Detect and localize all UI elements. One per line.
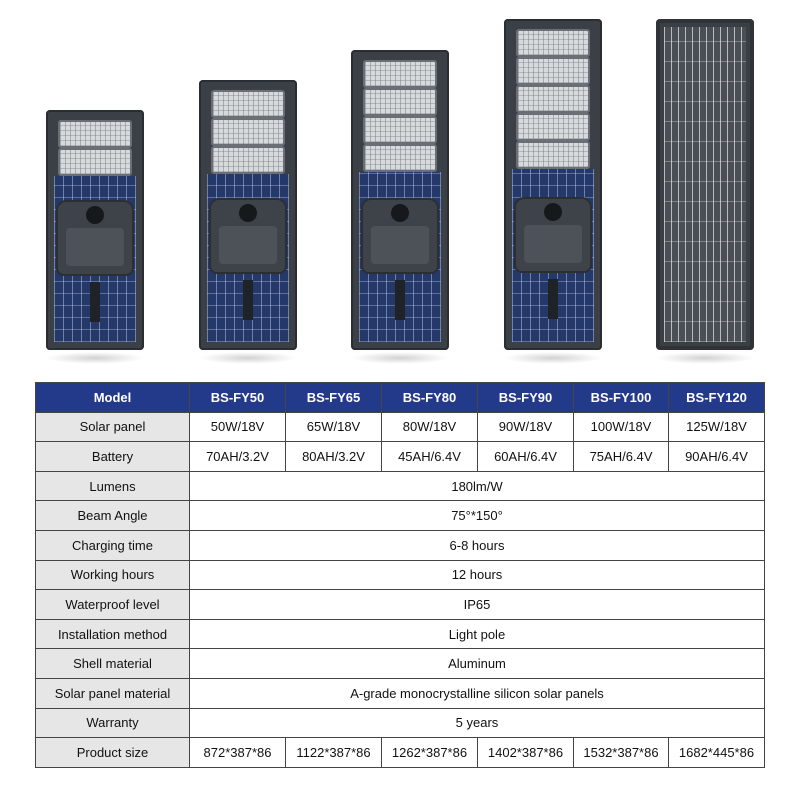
table-cell: 1262*387*86: [382, 738, 478, 768]
row-label: Solar panel material: [36, 678, 190, 708]
led-module: [516, 141, 590, 169]
header-bs-fy90: BS-FY90: [478, 383, 574, 413]
table-row-battery: [36, 442, 765, 472]
table-cell: 5 years: [190, 708, 765, 738]
product-image-bs-fy65: [199, 80, 297, 350]
table-cell: 75°*150°: [190, 501, 765, 531]
sensor-icon: [239, 204, 257, 222]
table-cell: 1122*387*86: [286, 738, 382, 768]
table-cell: 60AH/6.4V: [478, 442, 574, 472]
pole-arm: [243, 280, 253, 320]
header-bs-fy50: BS-FY50: [190, 383, 286, 413]
sensor-housing: [516, 199, 590, 271]
table-cell: 80AH/3.2V: [286, 442, 382, 472]
led-module: [363, 60, 437, 88]
table-cell: 1402*387*86: [478, 738, 574, 768]
table-row-solar-panel: [36, 412, 765, 442]
table-cell: 1682*445*86: [669, 738, 765, 768]
sensor-housing: [211, 200, 285, 272]
table-cell: Aluminum: [190, 649, 765, 679]
row-label: Charging time: [36, 530, 190, 560]
table-row-installation-method: [36, 619, 765, 649]
table-row-waterproof-level: [36, 590, 765, 620]
pole-arm: [395, 280, 405, 320]
table-cell: 80W/18V: [382, 412, 478, 442]
table-cell: 45AH/6.4V: [382, 442, 478, 472]
table-header-row: [36, 383, 765, 413]
table-row-charging-time: [36, 530, 765, 560]
sensor-housing: [363, 200, 437, 272]
led-module: [516, 57, 590, 85]
row-label: Shell material: [36, 649, 190, 679]
table-cell: 872*387*86: [190, 738, 286, 768]
led-module: [58, 120, 132, 148]
table-cell: 1532*387*86: [574, 738, 669, 768]
row-label: Installation method: [36, 619, 190, 649]
table-row-working-hours: [36, 560, 765, 590]
table-row-warranty: [36, 708, 765, 738]
table-cell: 12 hours: [190, 560, 765, 590]
sensor-icon: [391, 204, 409, 222]
header-bs-fy65: BS-FY65: [286, 383, 382, 413]
table-cell: 90W/18V: [478, 412, 574, 442]
product-image-bs-fy120: [656, 19, 754, 350]
product-image-bs-fy50: [46, 110, 144, 350]
sensor-icon: [544, 203, 562, 221]
led-module: [58, 148, 132, 176]
product-image-bs-fy80: [351, 50, 449, 350]
row-label: Beam Angle: [36, 501, 190, 531]
header-bs-fy120: BS-FY120: [669, 383, 765, 413]
product-image-bs-fy90: [504, 19, 602, 350]
pole-arm: [90, 282, 100, 322]
row-label: Warranty: [36, 708, 190, 738]
led-module: [211, 90, 285, 118]
led-module: [516, 113, 590, 141]
table-cell: IP65: [190, 590, 765, 620]
table-cell: 100W/18V: [574, 412, 669, 442]
led-module: [516, 85, 590, 113]
product-images: [0, 0, 800, 380]
spec-table: [35, 382, 765, 768]
led-module: [211, 118, 285, 146]
header-bs-fy100: BS-FY100: [574, 383, 669, 413]
led-module: [516, 29, 590, 57]
led-module: [211, 146, 285, 174]
table-cell: 125W/18V: [669, 412, 765, 442]
row-label: Product size: [36, 738, 190, 768]
sensor-icon: [86, 206, 104, 224]
table-cell: 65W/18V: [286, 412, 382, 442]
row-label: Battery: [36, 442, 190, 472]
table-row-beam-angle: [36, 501, 765, 531]
pole-arm: [548, 279, 558, 319]
table-row-solar-panel-material: [36, 678, 765, 708]
row-label: Working hours: [36, 560, 190, 590]
table-cell: 180lm/W: [190, 471, 765, 501]
table-cell: A-grade monocrystalline silicon solar panels: [190, 678, 765, 708]
led-module: [363, 88, 437, 116]
solar-panel: [664, 27, 746, 342]
led-module: [363, 144, 437, 172]
led-module: [363, 116, 437, 144]
table-cell: 90AH/6.4V: [669, 442, 765, 472]
row-label: Solar panel: [36, 412, 190, 442]
table-cell: 75AH/6.4V: [574, 442, 669, 472]
row-label: Lumens: [36, 471, 190, 501]
sensor-housing: [58, 202, 132, 274]
table-cell: 50W/18V: [190, 412, 286, 442]
table-cell: Light pole: [190, 619, 765, 649]
header-bs-fy80: BS-FY80: [382, 383, 478, 413]
header-model: Model: [36, 383, 190, 413]
row-label: Waterproof level: [36, 590, 190, 620]
table-cell: 70AH/3.2V: [190, 442, 286, 472]
table-cell: 6-8 hours: [190, 530, 765, 560]
table-row-lumens: [36, 471, 765, 501]
table-row-product-size: [36, 738, 765, 768]
table-row-shell-material: [36, 649, 765, 679]
